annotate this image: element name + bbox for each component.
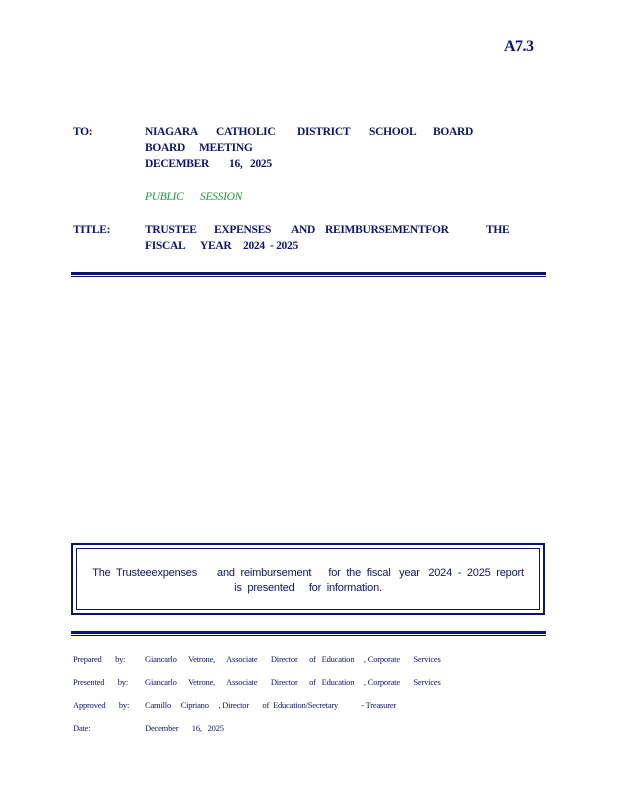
to-word: DISTRICT [297,126,351,138]
agenda-number: A7.3 [504,38,534,55]
date-word: 2025 [250,158,272,170]
header-rule [71,272,546,275]
session-word: PUBLIC [145,191,184,203]
title-word: YEAR [200,240,232,252]
approved-by-label: Approved by: [73,700,130,710]
approved-by-value: Camillo Cipriano , Director of Education/Secretary - Treasurer [145,700,397,710]
session-line [145,191,242,203]
prepared-by-value: Giancarlo Vetrone, Associate Director of Education , Corporate Services [145,654,441,664]
to-word: BOARD [433,126,474,138]
footer-rule-thin [71,635,546,636]
presented-by-line [73,677,441,687]
title-word: - 2025 [270,240,298,252]
title-label: TITLE: [73,224,111,236]
prepared-by-line [73,654,441,664]
to-word: CATHOLIC [216,126,276,138]
to-label: TO: [73,126,93,138]
title-word: REIMBURSEMENTFOR [325,224,449,236]
recommendation-line-1: The Trusteeexpenses and reimbursement for the fiscal year 2024 - 2025 report [92,567,524,579]
to-word: BOARD [145,142,186,154]
to-word: SCHOOL [369,126,417,138]
title-line-2 [145,240,298,252]
date-label: Date: [73,723,91,733]
meeting-date-line [145,158,272,170]
title-word: TRUSTEE [145,224,197,236]
title-line-1 [145,224,509,236]
presented-by-value: Giancarlo Vetrone, Associate Director of Education , Corporate Services [145,677,441,687]
title-word: EXPENSES [214,224,272,236]
prepared-by-label: Prepared by: [73,654,126,664]
presented-by-label: Presented by: [73,677,128,687]
to-word: NIAGARA [145,126,198,138]
recommendation-box-inner [76,548,540,610]
approved-by-line [73,700,396,710]
title-word: FISCAL [145,240,186,252]
title-word: THE [486,224,510,236]
footer-rule [71,631,546,634]
recommendation-line-2: is presented for information. [234,582,382,594]
to-line-2 [145,142,253,154]
to-word: MEETING [199,142,253,154]
title-word: AND [291,224,316,236]
date-word: 16, [229,158,243,170]
recommendation-box [71,543,545,615]
date-line [73,723,224,733]
date-value: December 16, 2025 [145,723,224,733]
date-word: DECEMBER [145,158,210,170]
to-line-1 [145,126,473,138]
title-word: 2024 [243,240,265,252]
header-rule-thin [71,276,546,277]
session-word: SESSION [200,191,242,203]
